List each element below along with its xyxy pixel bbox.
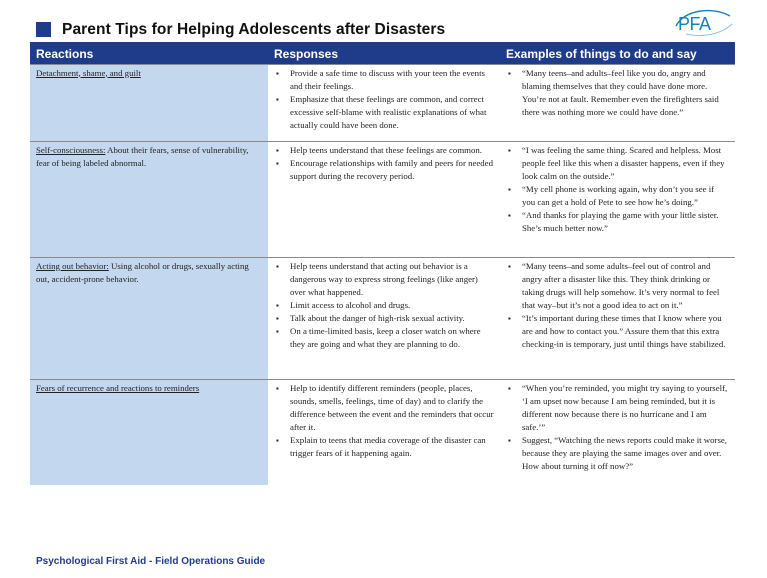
response-item: ▪ Provide a safe time to discuss with your teen the events and their feelings. xyxy=(274,67,494,93)
page-title: Parent Tips for Helping Adolescents after Disasters xyxy=(62,21,446,38)
response-item: ▪ Encourage relationships with family and peers for needed support during the recovery period. xyxy=(274,157,494,183)
reaction-name: Self-consciousness: xyxy=(36,144,106,155)
table-row xyxy=(30,141,735,257)
examples-cell xyxy=(500,257,735,379)
examples-cell xyxy=(500,64,735,141)
responses-cell xyxy=(268,141,500,257)
response-item: ▪ Help teens understand that acting out behavior is a dangerous way to express strong feelings (like anger) over what happened. xyxy=(274,260,494,299)
responses-cell xyxy=(268,257,500,379)
response-item: ▪ Talk about the danger of high-risk sexual activity. xyxy=(274,312,494,325)
footer-text: Psychological First Aid - Field Operations Guide xyxy=(36,556,266,567)
table-row xyxy=(30,379,735,485)
table-header-row xyxy=(30,42,735,64)
response-item: ▪ Explain to teens that media coverage of the disaster can trigger fears of it happening again. xyxy=(274,434,494,460)
response-item: ▪ Help teens understand that these feelings are common. xyxy=(274,144,494,157)
reaction-cell xyxy=(30,64,268,141)
example-item: ▪ “Many teens–and adults–feel like you do, angry and blaming themselves that they could have done more. You’re not at fault. Remember even the firefighters said there was nothing more we could have done.” xyxy=(506,67,729,119)
example-item: ▪ “It’s important during these times that I know where you are and how to contact you.” Assure them that this extra checking-in is temporary, just until things have stabilized. xyxy=(506,312,729,351)
response-item: ▪ Emphasize that these feelings are common, and correct excessive self-blame with realistic explanations of what actually could have been done. xyxy=(274,93,494,132)
example-item: ▪ “Many teens–and some adults–feel out of control and angry after a disaster like this. They think drinking or taking drugs will help somehow. It’s very normal to feel that way–but it’s not a good idea to act on it.” xyxy=(506,260,729,312)
column-header-examples: Examples of things to do and say xyxy=(500,42,735,64)
reaction-detail: Using alcohol or drugs, sexually acting out, accident-prone behavior. xyxy=(36,260,249,284)
table-row xyxy=(30,257,735,379)
reaction-name: Acting out behavior: xyxy=(36,260,109,271)
response-item: ▪ Limit access to alcohol and drugs. xyxy=(274,299,494,312)
example-item: ▪ “My cell phone is working again, why don’t you see if you can get a hold of Pete to see how he’s doing.” xyxy=(506,183,729,209)
responses-cell xyxy=(268,64,500,141)
logo-text: PFA xyxy=(678,14,711,34)
reaction-name: Fears of recurrence and reactions to reminders xyxy=(36,382,200,393)
response-item: ▪ Help to identify different reminders (people, places, sounds, smells, feelings, time of day) and to clarify the difference between the event and the reminders that occur after it. xyxy=(274,382,494,434)
example-item: ▪ “When you’re reminded, you might try saying to yourself, ‘I am upset now because I am being reminded, but it is different now because there is no hurricane and I am safe.’” xyxy=(506,382,729,434)
tips-table xyxy=(30,42,735,485)
example-item: ▪ “And thanks for playing the game with your little sister. She’s much better now.” xyxy=(506,209,729,235)
responses-cell xyxy=(268,379,500,485)
pfa-logo xyxy=(672,8,736,38)
examples-cell xyxy=(500,379,735,485)
response-item: ▪ On a time-limited basis, keep a closer watch on where they are going and what they are planning to do. xyxy=(274,325,494,351)
reaction-cell xyxy=(30,141,268,257)
column-header-reactions: Reactions xyxy=(30,42,268,64)
column-header-responses: Responses xyxy=(268,42,500,64)
examples-cell xyxy=(500,141,735,257)
example-item: ▪ “I was feeling the same thing. Scared and helpless. Most people feel like this when a disaster happens, even if they look calm on the outside.” xyxy=(506,144,729,183)
example-item: ▪ Suggest, “Watching the news reports could make it worse, because they are playing the same images over and over. How about turning it off now?” xyxy=(506,434,729,473)
reaction-name: Detachment, shame, and guilt xyxy=(36,67,141,78)
reaction-detail: About their fears, sense of vulnerability, fear of being labeled abnormal. xyxy=(36,144,249,168)
title-marker xyxy=(36,22,51,37)
table-row xyxy=(30,64,735,141)
reaction-cell xyxy=(30,257,268,379)
reaction-cell xyxy=(30,379,268,485)
